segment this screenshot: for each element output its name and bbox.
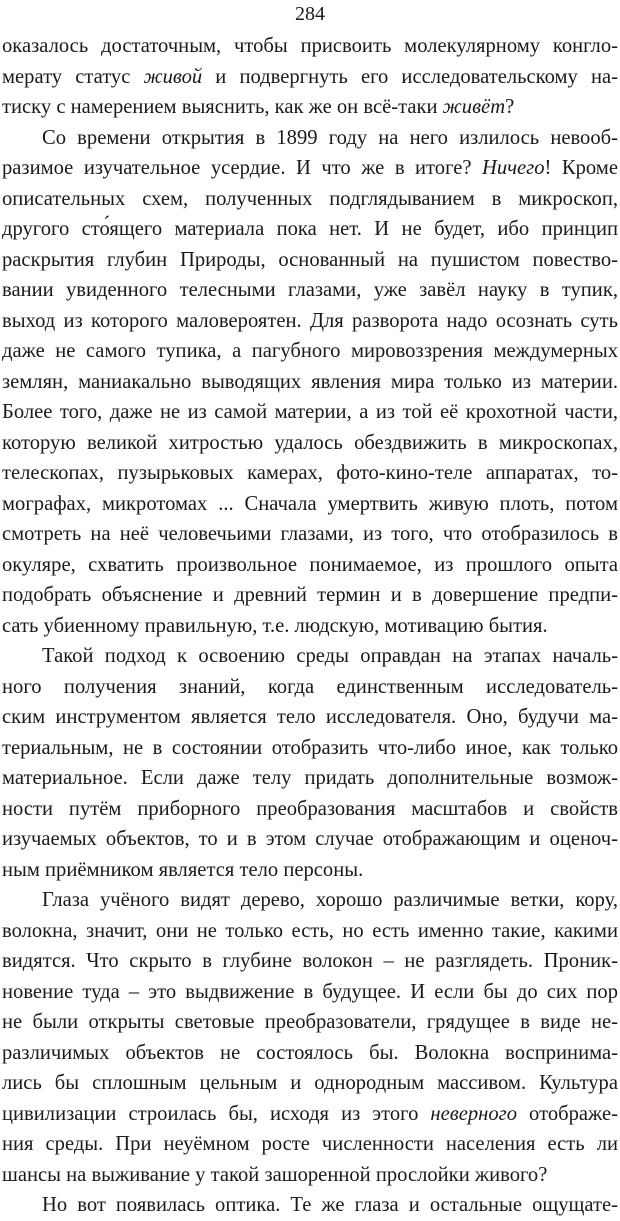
text-span: телескопах, пузырьковых камерах, фото-кино-теле аппаратах, то- (2, 462, 618, 484)
text-span: другого сто́ящего материала пока нет. И не будет, ибо принцип (2, 218, 618, 240)
text-span: ? (505, 96, 515, 118)
text-line (2, 672, 618, 703)
text-line (2, 733, 618, 764)
text-span: ским инструментом является тело исследователя. Оно, будучи ма- (2, 706, 618, 728)
text-span: даже не самого тупика, а пагубного мировоззрения междумерных (2, 340, 618, 362)
text-span: ным приёмником является тело персоны. (2, 858, 364, 881)
text-span: смотреть на неё человечьими глазами, из того, что отобразилось в (2, 523, 618, 545)
text-line (2, 123, 618, 154)
text-span: цивилизации строилась бы, исходя из этого (2, 1102, 431, 1125)
text-line (2, 550, 618, 581)
text-span: описательных схем, полученных подглядыванием в микроскоп, (2, 187, 618, 210)
text-line (2, 275, 618, 306)
text-line (2, 977, 618, 1008)
text-line (2, 214, 618, 245)
text-line (2, 367, 618, 398)
text-span: ности путём приборного преобразования масштабов и свойств (2, 797, 618, 820)
text-line (2, 824, 618, 855)
text-line (2, 885, 618, 916)
text-span: раскрытия глубин Природы, основанный на пушистом повество- (2, 248, 618, 271)
text-span: мерату статус (2, 65, 144, 88)
text-span: разимое изучательное усердие. И что же в итоге? (2, 157, 483, 179)
text-span: окуляре, схватить произвольное понимаемое, из прошлого опыта (2, 553, 618, 576)
text-line (2, 458, 618, 489)
text-span: ния среды. При неуёмном росте численности населения есть ли (2, 1133, 618, 1155)
text-span: шансы на выживание у такой зашоренной прослойки живого? (2, 1163, 548, 1186)
text-line (2, 306, 618, 337)
italic-text: живёт (442, 96, 506, 118)
text-line (2, 611, 618, 642)
text-line (2, 31, 618, 62)
text-line (2, 1160, 618, 1191)
text-span: териальным, не в состоянии отобразить что-либо иное, как только (2, 736, 618, 759)
italic-text: неверного (430, 1102, 518, 1125)
text-span: Но вот появилась оптика. Те же глаза и остальные ощущате- (42, 1194, 618, 1216)
text-line (2, 62, 618, 93)
text-line (2, 184, 618, 215)
text-span: отображе- (517, 1102, 618, 1125)
text-line (2, 428, 618, 459)
text-span: новение туда – это выдвижение в будущее. И если бы до сих пор (2, 980, 618, 1003)
text-span: вании увиденного телесными глазами, уже завёл науку в тупик, (2, 279, 618, 301)
text-span: которую великой хитростью удалось обездвижить в микроскопах, (2, 431, 618, 454)
text-line (2, 1007, 618, 1038)
text-line (2, 763, 618, 794)
text-span: не были открыты световые преобразователи, грядущее в виде не- (2, 1011, 618, 1033)
text-span: мографах, микротомах ... Сначала умертвить живую плоть, потом (2, 492, 618, 515)
text-line (2, 519, 618, 550)
text-span: оказалось достаточным, чтобы присвоить молекулярному конгло- (2, 35, 618, 57)
text-span: Более того, даже не из самой материи, а из той её крохотной части, (2, 401, 618, 423)
page-number: 284 (295, 3, 325, 25)
text-span: сать убиенному правильную, т.е. людскую, мотивацию бытия. (2, 614, 548, 637)
text-span: различимых объектов не состоялось бы. Волокна воспринима- (2, 1041, 618, 1064)
text-line (2, 855, 618, 886)
text-line (2, 916, 618, 947)
text-line (2, 946, 618, 977)
italic-text: живой (143, 65, 203, 88)
text-span: видятся. Что скрыто в глубине волокон – не разглядеть. Проник- (2, 950, 618, 972)
text-span: волокна, значит, они не только есть, но есть именно такие, какими (2, 919, 618, 942)
text-line (2, 92, 618, 123)
text-span: землян, маниакально выводящих явления мира только из материи. (2, 370, 618, 393)
text-span: выход из которого маловероятен. Для разворота надо осознать суть (2, 309, 618, 332)
text-line (2, 1038, 618, 1069)
text-line (2, 489, 618, 520)
text-span: Глаза учёного видят дерево, хорошо различимые ветки, кору, (42, 889, 618, 911)
text-line (2, 336, 618, 367)
text-line (2, 702, 618, 733)
text-span: Такой подход к освоению среды оправдан на этапах началь- (42, 645, 618, 667)
text-line (2, 245, 618, 276)
text-line (2, 580, 618, 611)
text-span: ! Кроме (544, 157, 618, 179)
text-span: Со времени открытия в 1899 году на него излилось невооб- (42, 126, 618, 149)
text-line (2, 1099, 618, 1130)
text-line (2, 397, 618, 428)
text-line (2, 1129, 618, 1160)
italic-text: Ничего (482, 157, 545, 179)
text-line (2, 1190, 618, 1221)
text-span: тиску с намерением выяснить, как же он всё-таки (2, 96, 443, 118)
text-span: лись бы сплошным цельным и однородным массивом. Культура (2, 1072, 618, 1094)
text-line (2, 1068, 618, 1099)
text-span: подобрать объяснение и древний термин и в довершение предпи- (2, 584, 618, 606)
text-span: изучаемых объектов, то и в этом случае отображающим и оценоч- (2, 828, 618, 850)
text-span: материальное. Если даже телу придать дополнительные возмож- (2, 767, 618, 789)
text-line (2, 153, 618, 184)
text-line (2, 641, 618, 672)
text-line (2, 794, 618, 825)
text-span: ного получения знаний, когда единственным исследователь- (2, 675, 618, 698)
text-span: и подвергнуть его исследовательскому на- (202, 65, 618, 88)
body-text (2, 31, 618, 1221)
